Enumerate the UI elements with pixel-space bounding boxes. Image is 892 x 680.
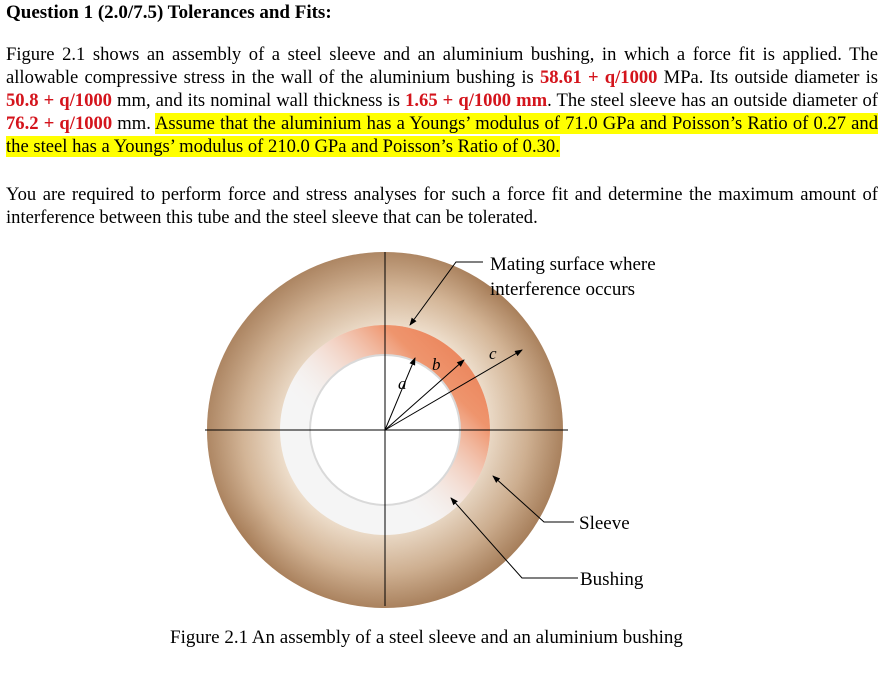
text-segment: mm. xyxy=(112,113,155,134)
text-segment: . The steel sleeve has an outside diameter of xyxy=(547,90,878,111)
bushing-label: Bushing xyxy=(580,569,644,590)
allowable-stress-value: 58.61 + q/1000 xyxy=(539,67,658,88)
material-properties-highlight: Assume that the aluminium has a Youngs’ modulus of 71.0 GPa and Poisson’s Ratio of 0.27 and the steel has a Youngs’ modulus of 210.0 GPa and Poisson’s Ratio of 0.30. xyxy=(6,113,878,157)
mating-label-line2: interference occurs xyxy=(490,279,636,300)
text-segment: Figure 2.1 shows an assembly of a steel sleeve and an aluminium bushing, in which a force fit is applied. The allowable compressive stress in the wall of the aluminium bushing is xyxy=(6,44,878,88)
assembly-figure xyxy=(0,240,892,620)
sleeve-outside-diameter-value: 76.2 + q/1000 xyxy=(6,113,113,134)
text-segment: MPa. Its outside diameter is xyxy=(657,67,878,88)
wall-thickness-number: 1.65 + q/1000 mm xyxy=(405,90,548,111)
figure-caption: Figure 2.1 An assembly of a steel sleeve and an aluminium bushing xyxy=(170,627,683,648)
text-segment: mm, and its nominal wall thickness is xyxy=(111,90,406,111)
radius-b-label: b xyxy=(432,355,441,374)
radius-a-label: a xyxy=(398,374,407,393)
mating-label-line1: Mating surface where xyxy=(490,254,656,275)
wall-thickness-value xyxy=(405,90,547,111)
problem-paragraph xyxy=(6,43,878,158)
bushing-outside-diameter-value: 50.8 + q/1000 xyxy=(6,90,112,111)
radius-c-label: c xyxy=(489,344,497,363)
sleeve-label: Sleeve xyxy=(579,513,630,534)
task-paragraph: You are required to perform force and stress analyses for such a force fit and determine the maximum amount of interference between this tube and the steel sleeve that can be tolerated. xyxy=(6,184,878,228)
assembly-diagram xyxy=(0,240,892,620)
question-heading: Question 1 (2.0/7.5) Tolerances and Fits: xyxy=(6,2,332,23)
